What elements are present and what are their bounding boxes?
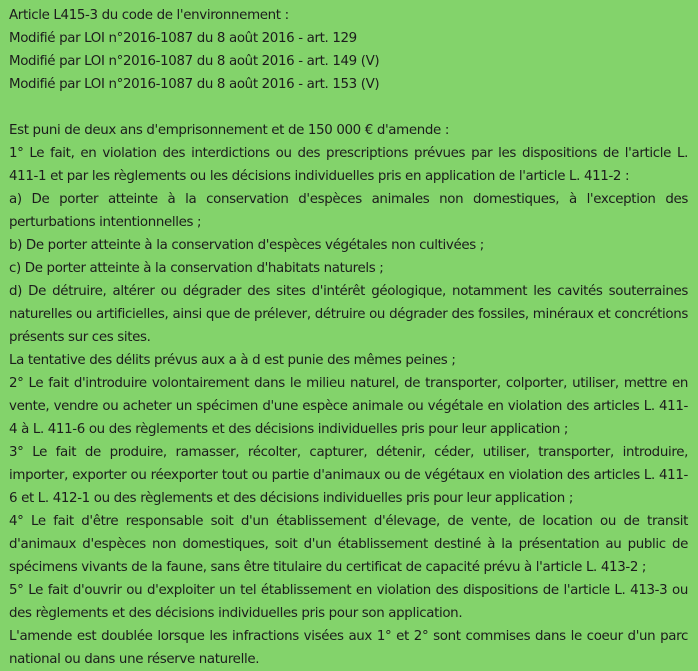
modification-line: Modifié par LOI n°2016-1087 du 8 août 2016 - art. 129 (9, 31, 357, 46)
modification-line: Modifié par LOI n°2016-1087 du 8 août 2016 - art. 153 (V) (9, 77, 380, 92)
article-reference: Article L415-3 du code de l'environnement : (9, 8, 289, 23)
penalty-intro: Est puni de deux ans d'emprisonnement et de 150 000 € d'amende : (9, 123, 449, 138)
paragraph-4: 4° Le fait d'être responsable soit d'un établissement d'élevage, de vente, de location ou de transit d'animaux d'espèces non domestiques, soit d'un établissement destiné à la présentation au public de spécimens vivants de la faune, sans être titulaire du certificat de capacité prévu à l'article L. 413-2 ; (9, 514, 688, 575)
paragraph-1d: d) De détruire, altérer ou dégrader des sites d'intérêt géologique, notamment les cavités souterraines naturelles ou artificielles, ainsi que de prélever, détruire ou dégrader des fossiles, minéraux et concrétions présents sur ces sites. (9, 284, 688, 345)
spacer (9, 96, 688, 119)
paragraph-2: 2° Le fait d'introduire volontairement dans le milieu naturel, de transporter, colporter, utiliser, mettre en vente, vendre ou acheter un spécimen d'une espèce animale ou végétale en violation des articles L. 411-4 à L. 411-6 ou des règlements et des décisions individuelles pris pour leur application ; (9, 376, 688, 437)
fine-doubling-clause: L'amende est doublée lorsque les infractions visées aux 1° et 2° sont commises dans le coeur d'un parc national ou dans une réserve naturelle. (9, 629, 688, 667)
paragraph-3: 3° Le fait de produire, ramasser, récolter, capturer, détenir, céder, utiliser, transporter, introduire, importer, exporter ou réexporter tout ou partie d'animaux ou de végétaux en violation des articles L. 411-6 et L. 412-1 ou des règlements et des décisions individuelles pris pour leur application ; (9, 445, 688, 506)
paragraph-1a: a) De porter atteinte à la conservation d'espèces animales non domestiques, à l'exception des perturbations intentionnelles ; (9, 192, 688, 230)
modification-line: Modifié par LOI n°2016-1087 du 8 août 2016 - art. 149 (V) (9, 54, 380, 69)
paragraph-1: 1° Le fait, en violation des interdictions ou des prescriptions prévues par les dispositions de l'article L. 411-1 et par les règlements ou les décisions individuelles pris en application de l'article L. 411-2 : (9, 146, 688, 184)
paragraph-1c: c) De porter atteinte à la conservation d'habitats naturels ; (9, 261, 384, 276)
attempt-clause: La tentative des délits prévus aux a à d est punie des mêmes peines ; (9, 353, 456, 368)
paragraph-1b: b) De porter atteinte à la conservation d'espèces végétales non cultivées ; (9, 238, 484, 253)
paragraph-5: 5° Le fait d'ouvrir ou d'exploiter un tel établissement en violation des dispositions de l'article L. 413-3 ou des règlements et des décisions individuelles pris pour son application. (9, 583, 688, 621)
